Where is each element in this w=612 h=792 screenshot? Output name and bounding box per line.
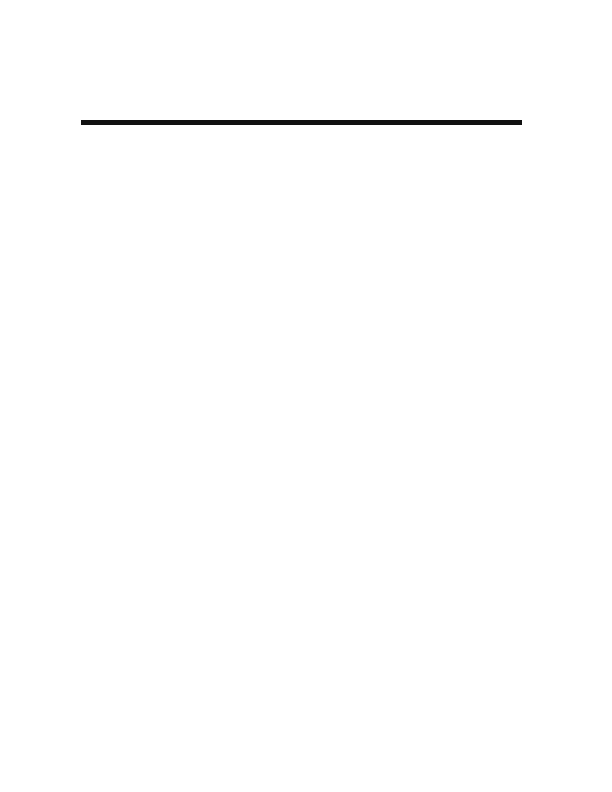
crr-c5 (391, 124, 436, 125)
crr-c2 (257, 124, 302, 125)
table-row-crr (81, 124, 522, 125)
crr-c3 (301, 124, 346, 125)
crr-formula (81, 124, 212, 125)
crr-c4 (346, 124, 391, 125)
crr-c1 (212, 124, 257, 125)
serviceability-table (81, 120, 522, 125)
crr-c6 (436, 124, 481, 125)
crr-c7 (480, 124, 522, 125)
page-body (72, 108, 532, 152)
